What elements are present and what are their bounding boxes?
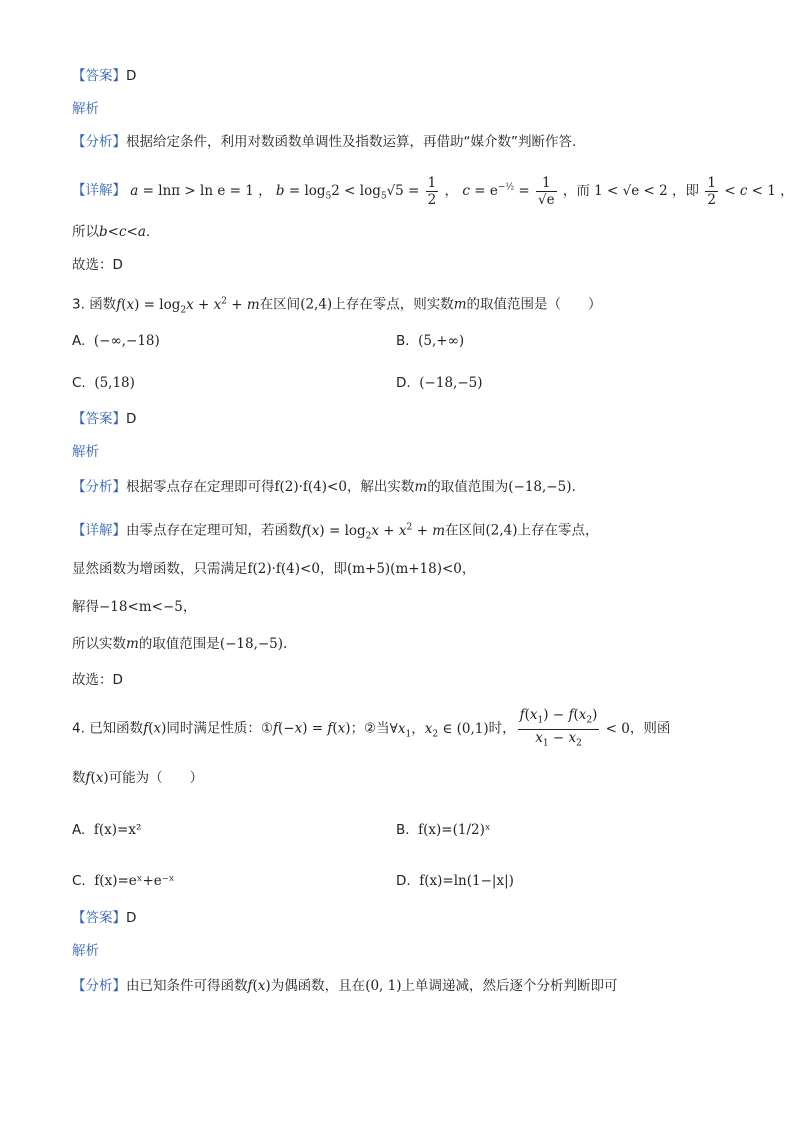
q3-function-math: $f(x) = \log_2x + x^2 + m$: [116, 296, 260, 316]
q4-stem-line2: [72, 768, 203, 788]
q4-option-b: [396, 820, 491, 840]
line-text: ，: [461, 561, 476, 577]
stem-fraction: $\frac{f(x_1) - f(x_2)}{x_1 - x_2}$ < 0: [519, 707, 630, 749]
fenxi-text: ，解出实数: [346, 479, 415, 495]
analysis-heading: 解析: [72, 444, 99, 460]
q4-stem: [72, 707, 670, 751]
option-letter: C.: [72, 375, 86, 391]
var-m: m: [414, 479, 428, 495]
fenxi-math: f(x): [247, 978, 271, 994]
option-letter: C.: [72, 873, 86, 889]
stem-interval: (2,4): [300, 296, 333, 313]
stem-math: f(−x) = f(x): [272, 720, 351, 737]
line-math: f(2)·f(4)<0: [247, 561, 320, 577]
analysis-heading: 解析: [72, 101, 99, 117]
xiangjie-text: 由零点存在定理可知，若函数: [126, 522, 302, 539]
choice-line: 故选：D: [72, 257, 123, 273]
stem-text: ；②当: [350, 720, 390, 737]
option-letter: D.: [396, 375, 411, 391]
q3-answer-line: [72, 409, 136, 429]
interval: (2,4): [485, 522, 518, 539]
question-number: 4.: [72, 720, 85, 737]
var-m: m: [126, 636, 139, 652]
stem-text: 在区间: [259, 296, 301, 313]
q3-option-a: [72, 331, 160, 351]
fenxi-interval: (0, 1): [365, 978, 402, 994]
option-letter: A.: [72, 822, 86, 838]
q3-option-c: [72, 373, 135, 393]
stem-text: 数: [72, 770, 86, 786]
option-letter: B.: [396, 822, 410, 838]
q4-option-a: [72, 820, 141, 840]
line-text: 解得: [72, 599, 99, 615]
stem-text: ，则函: [629, 720, 671, 737]
line-range: (−18,−5).: [219, 636, 288, 652]
line-math: −18<m<−5: [99, 599, 183, 615]
choice-line: 故选：D: [72, 672, 123, 688]
stem-text: 同时满足性质：①: [166, 720, 273, 737]
line-text: ，即: [319, 561, 347, 577]
q3-line2: [72, 559, 475, 579]
answer-tag: 【答案】: [72, 68, 126, 84]
q2-analysis-heading: [72, 99, 99, 119]
option-value: (5,+∞): [418, 333, 465, 349]
answer-value: D: [126, 910, 137, 926]
stem-math: f(x): [143, 720, 167, 737]
q3-function-math-2: $f(x) = \log_2x + x^2 + m$: [301, 522, 445, 542]
answer-tag: 【答案】: [72, 411, 126, 427]
q4-option-c: [72, 871, 175, 891]
q2-choice-line: [72, 255, 123, 275]
q3-option-d: [396, 373, 483, 393]
q3-option-b: [396, 331, 464, 351]
q2-answer-line: [72, 66, 136, 86]
q3-line4: [72, 634, 287, 654]
option-value: (−∞,−18): [93, 333, 160, 349]
stem-var: m: [453, 296, 467, 313]
fenxi-text: 的取值范围为: [427, 479, 509, 495]
answer-value: D: [126, 411, 137, 427]
q2-xiangjie-line: [72, 170, 794, 213]
q4-analysis-heading: [72, 941, 99, 961]
xiangjie-text: 上存在零点，: [517, 522, 599, 539]
fenxi-text: 由已知条件可得函数: [126, 978, 248, 994]
q3-xiangjie-line: [72, 517, 599, 546]
fenxi-text: 根据给定条件，利用对数函数单调性及指数运算，再借助“媒介数”判断作答.: [126, 134, 577, 150]
fenxi-text: 根据零点存在定理即可得: [126, 479, 275, 495]
line-text: 所以实数: [72, 636, 126, 652]
xiangjie-tag: 【详解】: [72, 522, 126, 539]
q3-choice-line: [72, 670, 123, 690]
xiangjie-tag: 【详解】: [72, 182, 126, 199]
answer-value: D: [126, 68, 137, 84]
q3-fenxi-line: [72, 477, 576, 497]
option-letter: A.: [72, 333, 86, 349]
fenxi-range: (−18,−5).: [508, 479, 576, 495]
option-value: f(x)=(1/2)ˣ: [418, 822, 491, 838]
q2-conclusion-line: 所以b<c<a.: [72, 224, 151, 240]
fenxi-tag: 【分析】: [72, 134, 126, 150]
fenxi-tag: 【分析】: [72, 978, 126, 994]
stem-text: 时，: [488, 720, 516, 737]
q2-fenxi-line: [72, 132, 576, 152]
conclusion-math: b<c<a: [99, 224, 146, 240]
fenxi-text: 为偶函数，且在: [270, 978, 366, 994]
q4-option-d: [396, 871, 514, 891]
stem-text: 的取值范围是（ ）: [466, 296, 602, 313]
xiangjie-text: 在区间: [445, 522, 486, 539]
fenxi-text: 上单调递减，然后逐个分析判断即可: [401, 978, 618, 994]
analysis-heading: 解析: [72, 943, 99, 959]
option-value: f(x)=eˣ+e⁻ˣ: [94, 873, 175, 889]
line-math: (m+5)(m+18)<0: [346, 561, 462, 577]
stem-text: 已知函数: [89, 720, 144, 737]
q3-analysis-heading: [72, 442, 99, 462]
stem-text: 可能为（ ）: [108, 770, 204, 786]
stem-text: 上存在零点，则实数: [332, 296, 454, 313]
stem-text: 函数: [89, 296, 117, 313]
option-letter: B.: [396, 333, 410, 349]
fenxi-math: f(2)·f(4)<0: [274, 479, 347, 495]
line-text: 显然函数为增函数，只需满足: [72, 561, 248, 577]
answer-tag: 【答案】: [72, 910, 126, 926]
q4-answer-line: [72, 908, 136, 928]
q4-fenxi-line: [72, 976, 617, 996]
conclusion-prefix: 所以: [72, 224, 99, 240]
line-text: ，: [182, 599, 197, 615]
stem-math: $\forall x_1$，$x_2$ ∈ (0,1): [389, 720, 489, 740]
q2-xiangjie-math: a = lnπ > ln e = 1 ， $b = \log_52 < \log_5√5$ = $\frac{1}{2}$ ， $c = e^{-\frac{1}{2}}$ = $\frac{1}{√e}$ ，而 1 < √e < 2 ，即 $\frac{1}{2}$ < c < 1 ，: [130, 174, 794, 208]
option-value: (5,18): [94, 375, 135, 391]
q3-stem: [72, 291, 602, 320]
line-text: 的取值范围是: [138, 636, 220, 652]
question-number: 3.: [72, 296, 85, 313]
option-value: (−18,−5): [419, 375, 483, 391]
option-value: f(x)=ln(1−|x|): [419, 873, 514, 889]
option-value: f(x)=x²: [93, 822, 142, 838]
stem-math: f(x): [85, 770, 109, 786]
fenxi-tag: 【分析】: [72, 479, 126, 495]
q3-line3: [72, 597, 196, 617]
option-letter: D.: [396, 873, 411, 889]
